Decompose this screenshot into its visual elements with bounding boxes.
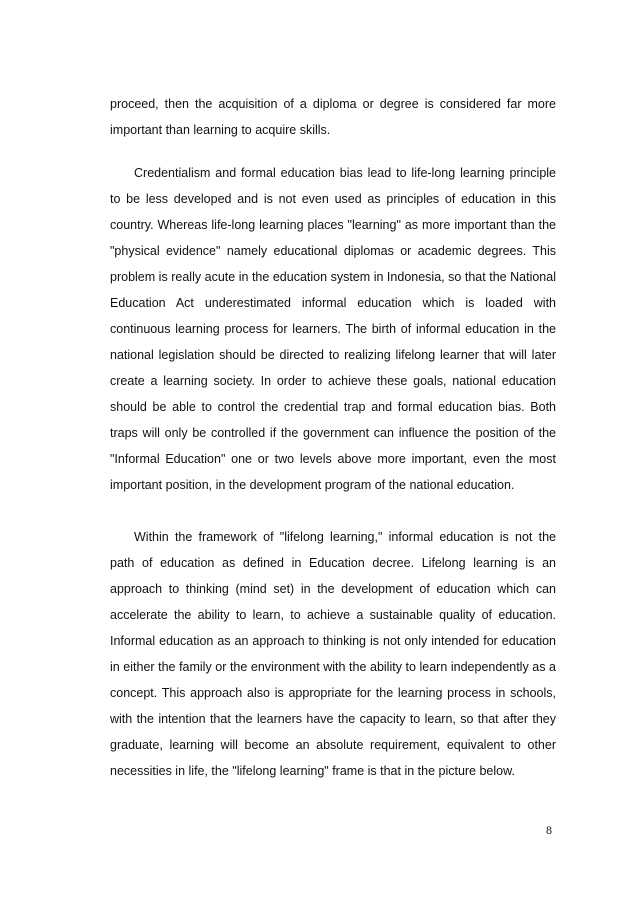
paragraph-credentialism: Credentialism and formal education bias lead to life-long learning principle to be less developed and is not even used as principles of education in this country. Whereas life-long learning places "learning" as more important than the "physical evidence" namely educational diplomas or academic degrees. This problem is really acute in the education system in Indonesia, so that the National Education Act underestimated informal education which is loaded with continuous learning process for learners. The birth of informal education in the national legislation should be directed to realizing lifelong learner that will later create a learning society. In order to achieve these goals, national education should be able to control the credential trap and formal education bias. Both traps will only be controlled if the government can influence the position of the "Informal Education" one or two levels above more important, even the most important position, in the development program of the national education. [110,165,556,492]
page-number: 8 [546,823,552,837]
paragraph-continuation: proceed, then the acquisition of a diploma or degree is considered far more important than learning to acquire skills. [110,96,556,137]
paragraph-lifelong-learning: Within the framework of "lifelong learning," informal education is not the path of education as defined in Education decree. Lifelong learning is an approach to thinking (mind set) in the development of education which can accelerate the ability to learn, to achieve a sustainable quality of education. Informal education as an approach to thinking is not only intended for education in either the family or the environment with the ability to learn independently as a concept. This approach also is appropriate for the learning process in schools, with the intention that the learners have the capacity to learn, so that after they graduate, learning will become an absolute requirement, equivalent to other necessities in life, the "lifelong learning" frame is that in the picture below. [110,529,556,778]
